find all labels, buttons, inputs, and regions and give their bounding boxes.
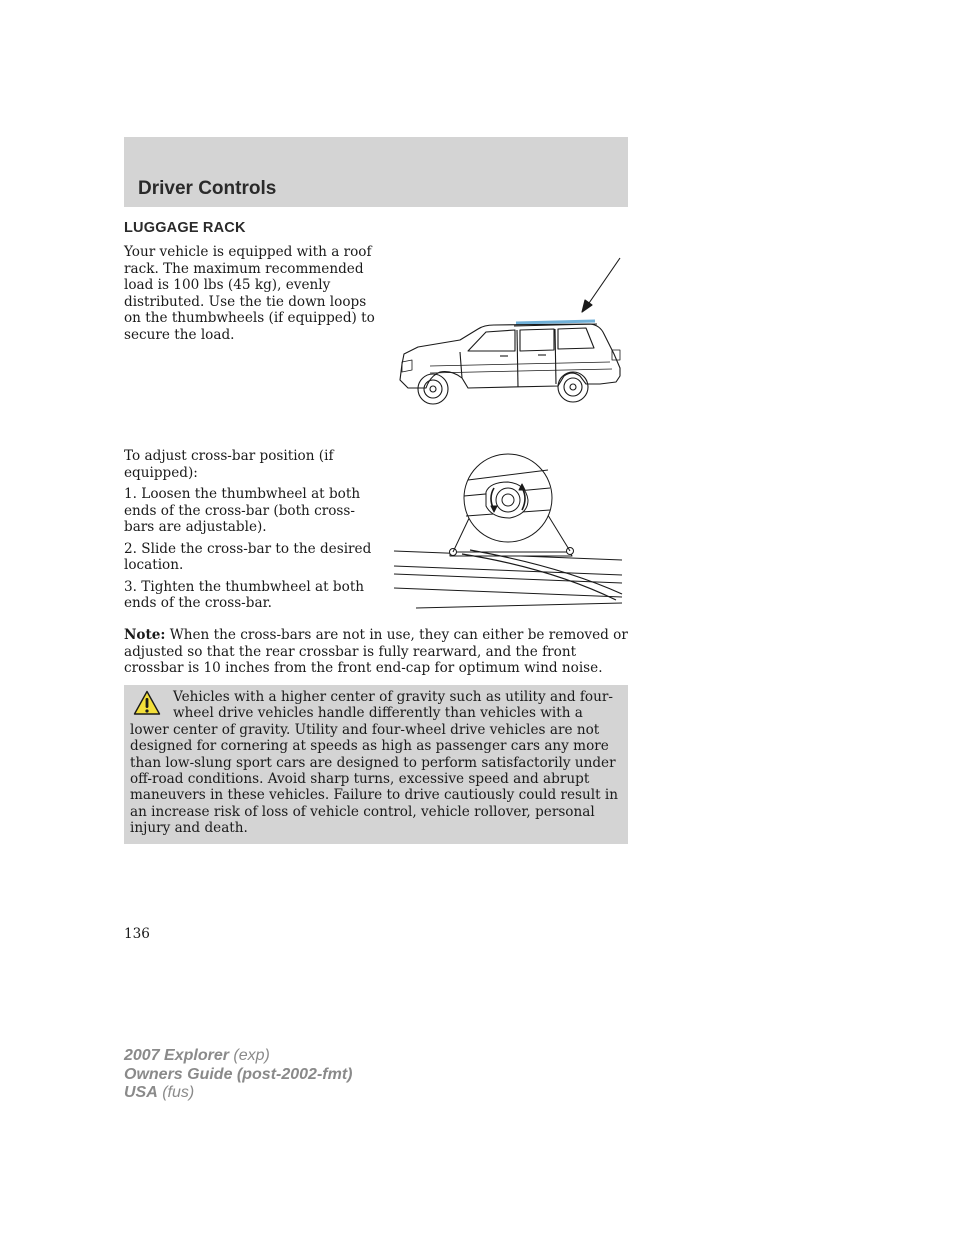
footer-line-1: 2007 Explorer (exp) [124,1047,270,1064]
luggage-rack-heading: LUGGAGE RACK [124,220,246,236]
warning-text: Vehicles with a higher center of gravity such as utility and four-wheel drive vehicles handle differently than vehicles with a lower center of gravity. Utility and four-wheel drive vehicles are not designed for cornering at speeds as high as passenger cars any more than low-slung sport cars are designed to perform satisfactorily under off-road conditions. Avoid sharp turns, excessive speed and abrupt maneuvers in these vehicles. Failure to drive cautiously could result in an increase risk of loss of vehicle control, vehicle rollover, personal injury and death. [130,689,619,837]
pointer-arrow [587,258,620,306]
document-footer [124,1047,352,1103]
luggage-rack-intro: Your vehicle is equipped with a roof rack. The maximum recommended load is 100 lbs (45 kg), evenly distributed. Use the tie down loops on the thumbwheels (if equipped) to secure the load. [124,244,375,343]
crossbar-instructions [124,448,376,617]
header-band [124,137,628,207]
adjust-intro: To adjust cross-bar position (if equipped): [124,448,334,481]
page-number: 136 [124,926,150,942]
step-2: 2. Slide the cross-bar to the desired location. [124,540,372,573]
footer-line-3: USA (fus) [124,1084,195,1101]
step-1: 1. Loosen the thumbwheel at both ends of the cross-bar (both cross-bars are adjustable). [124,486,361,535]
warning-box [124,685,628,844]
note-text: When the cross-bars are not in use, they can either be removed or adjusted so that the rear crossbar is fully rearward, and the front crossbar is 10 inches from the front end-cap for optimum wind noise. [124,627,628,676]
crossbar-note [124,627,632,677]
crossbar-thumbwheel-illustration [390,448,630,613]
step-3: 3. Tighten the thumbwheel at both ends of the cross-bar. [124,578,365,611]
suv-roof-rack-illustration [390,252,630,412]
section-title: Driver Controls [138,178,277,199]
footer-line-2: Owners Guide (post-2002-fmt) [124,1065,353,1083]
note-label: Note: [124,627,166,643]
